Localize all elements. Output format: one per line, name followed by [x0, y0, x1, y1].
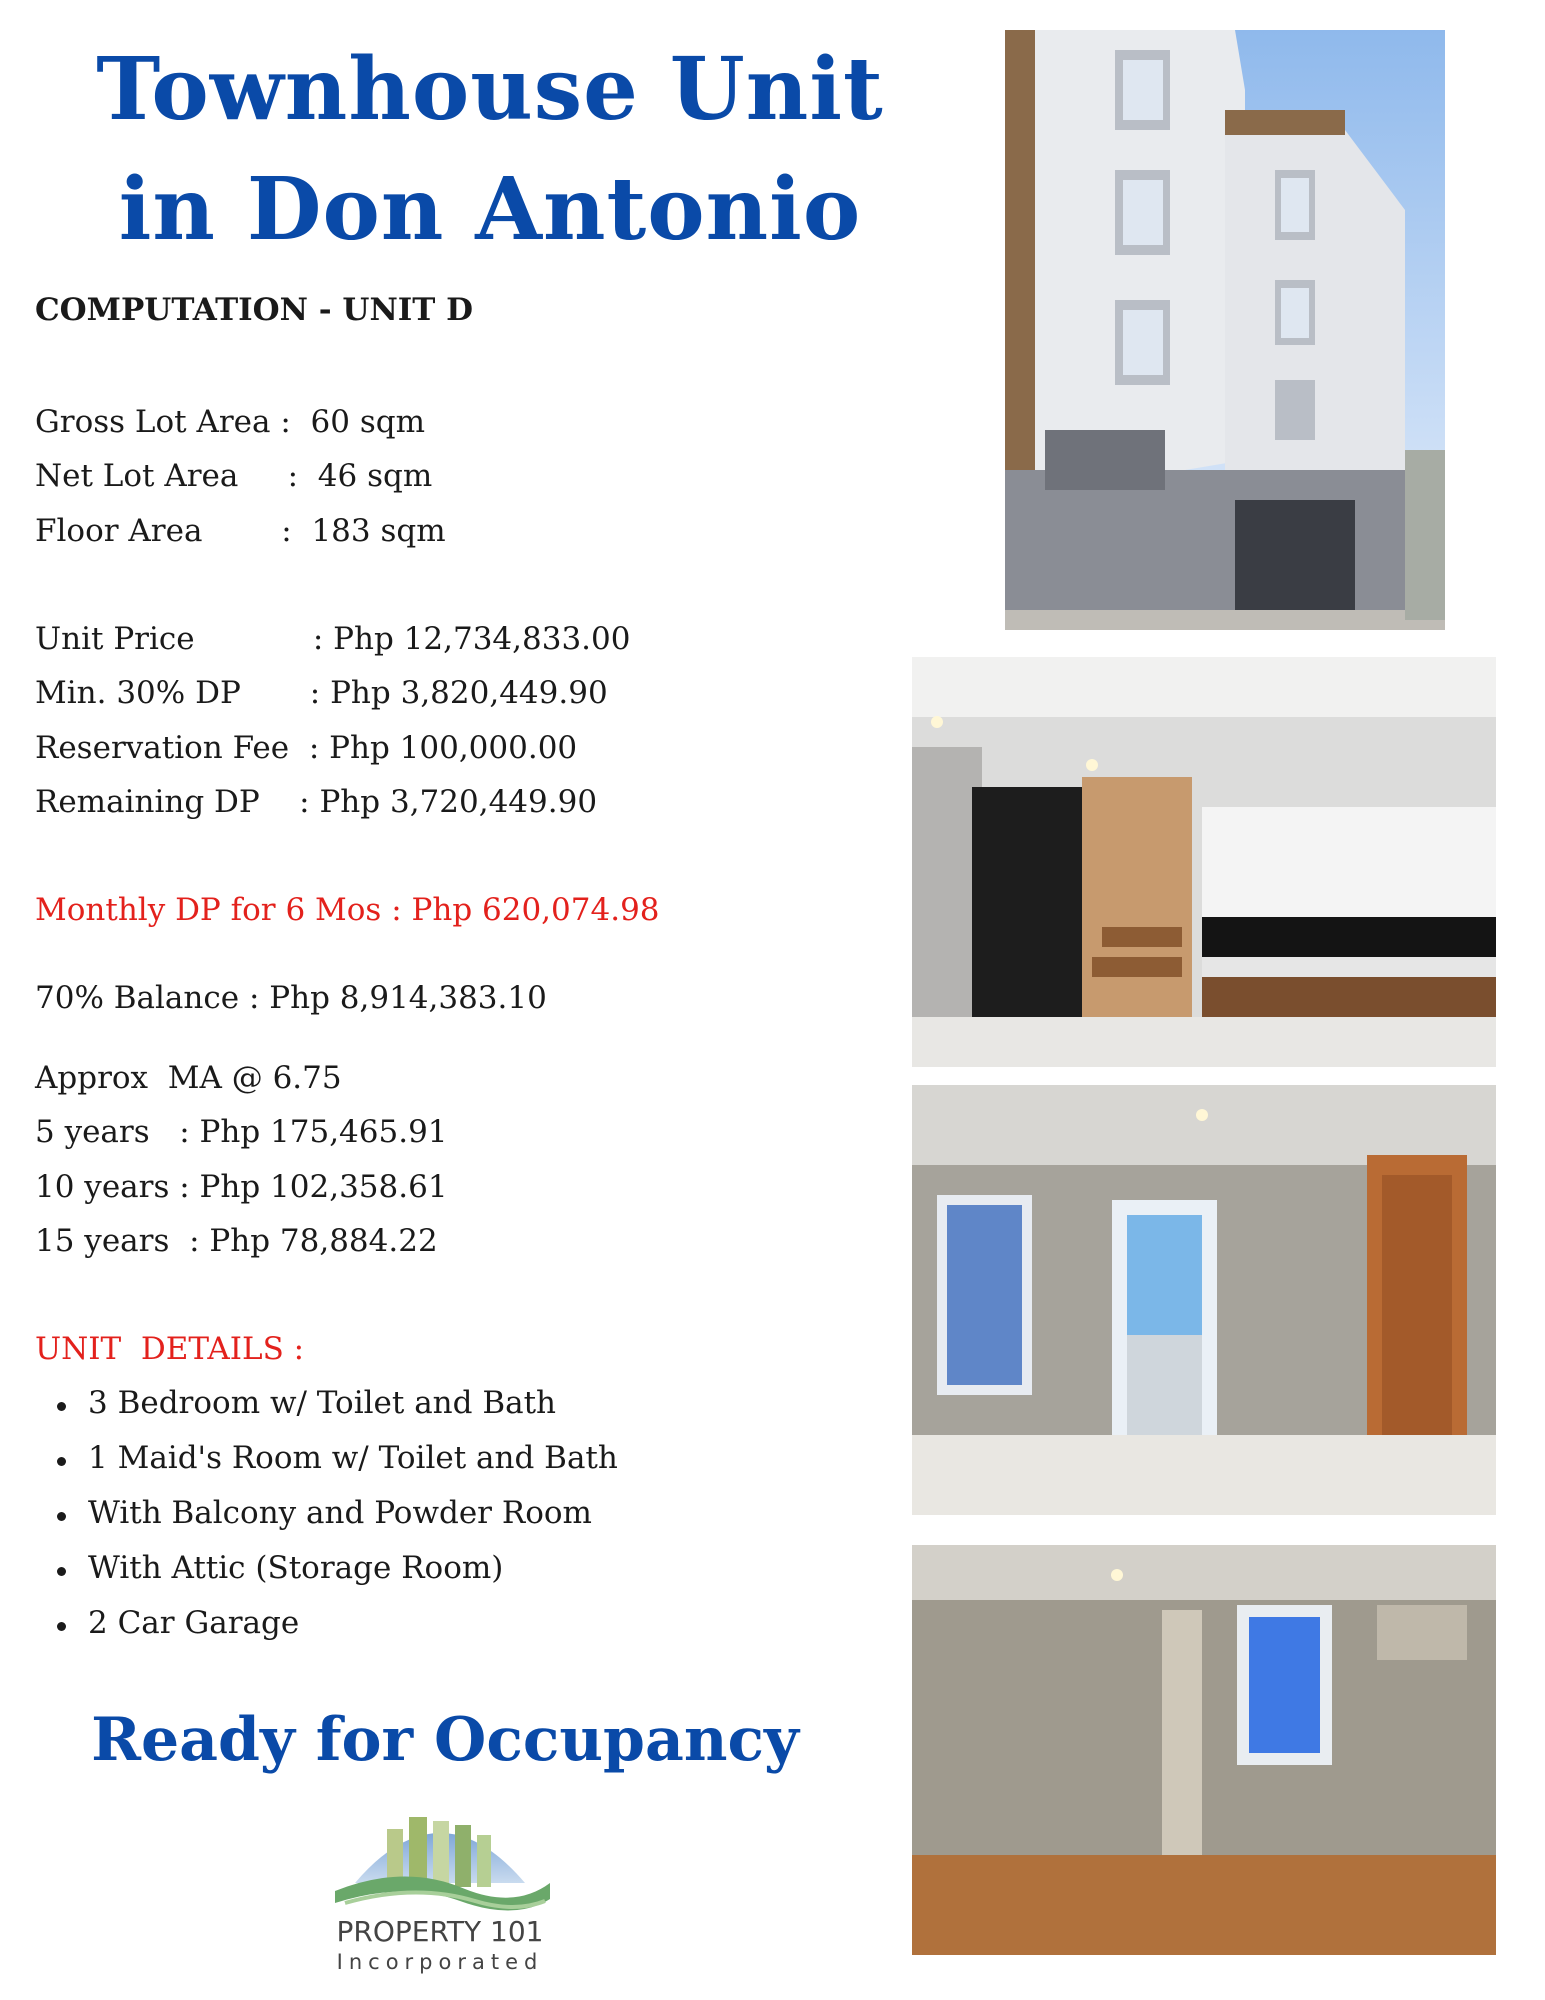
bedroom-door-photo: [912, 1085, 1496, 1515]
unit-details-heading: UNIT DETAILS :: [35, 1331, 305, 1367]
amortization-15-years: 15 years : Php 78,884.22: [35, 1223, 438, 1259]
monthly-dp: Monthly DP for 6 Mos : Php 620,074.98: [35, 892, 660, 928]
list-item: 1 Maid's Room w/ Toilet and Bath: [55, 1440, 618, 1495]
unit-price: Unit Price : Php 12,734,833.00: [35, 621, 631, 657]
amortization-5-years: 5 years : Php 175,465.91: [35, 1114, 448, 1150]
page-title: [40, 30, 940, 270]
list-item: 3 Bedroom w/ Toilet and Bath: [55, 1385, 618, 1440]
unit-details-list: [55, 1385, 618, 1660]
gross-lot-area: Gross Lot Area : 60 sqm: [35, 404, 425, 440]
floor-area: Floor Area : 183 sqm: [35, 513, 446, 549]
balance: 70% Balance : Php 8,914,383.10: [35, 980, 547, 1016]
building-exterior-photo: [1005, 30, 1445, 630]
logo-subtitle: Incorporated: [336, 1950, 544, 1974]
bedroom-window-photo: [912, 1545, 1496, 1955]
list-item: With Attic (Storage Room): [55, 1550, 618, 1605]
min-dp: Min. 30% DP : Php 3,820,449.90: [35, 675, 608, 711]
list-item: With Balcony and Powder Room: [55, 1495, 618, 1550]
reservation-fee: Reservation Fee : Php 100,000.00: [35, 730, 578, 766]
title-line-2: in Don Antonio: [118, 159, 862, 260]
remaining-dp: Remaining DP : Php 3,720,449.90: [35, 784, 598, 820]
computation-heading: COMPUTATION - UNIT D: [35, 292, 474, 328]
list-item: 2 Car Garage: [55, 1605, 618, 1660]
net-lot-area: Net Lot Area : 46 sqm: [35, 458, 433, 494]
property-101-logo-icon: [325, 1803, 555, 1915]
kitchen-photo: [912, 657, 1496, 1067]
ready-for-occupancy: Ready for Occupancy: [91, 1705, 799, 1775]
logo-name: PROPERTY 101: [336, 1915, 544, 1948]
amortization-10-years: 10 years : Php 102,358.61: [35, 1169, 448, 1205]
title-line-1: Townhouse Unit: [96, 39, 884, 140]
amortization-heading: Approx MA @ 6.75: [35, 1060, 342, 1096]
